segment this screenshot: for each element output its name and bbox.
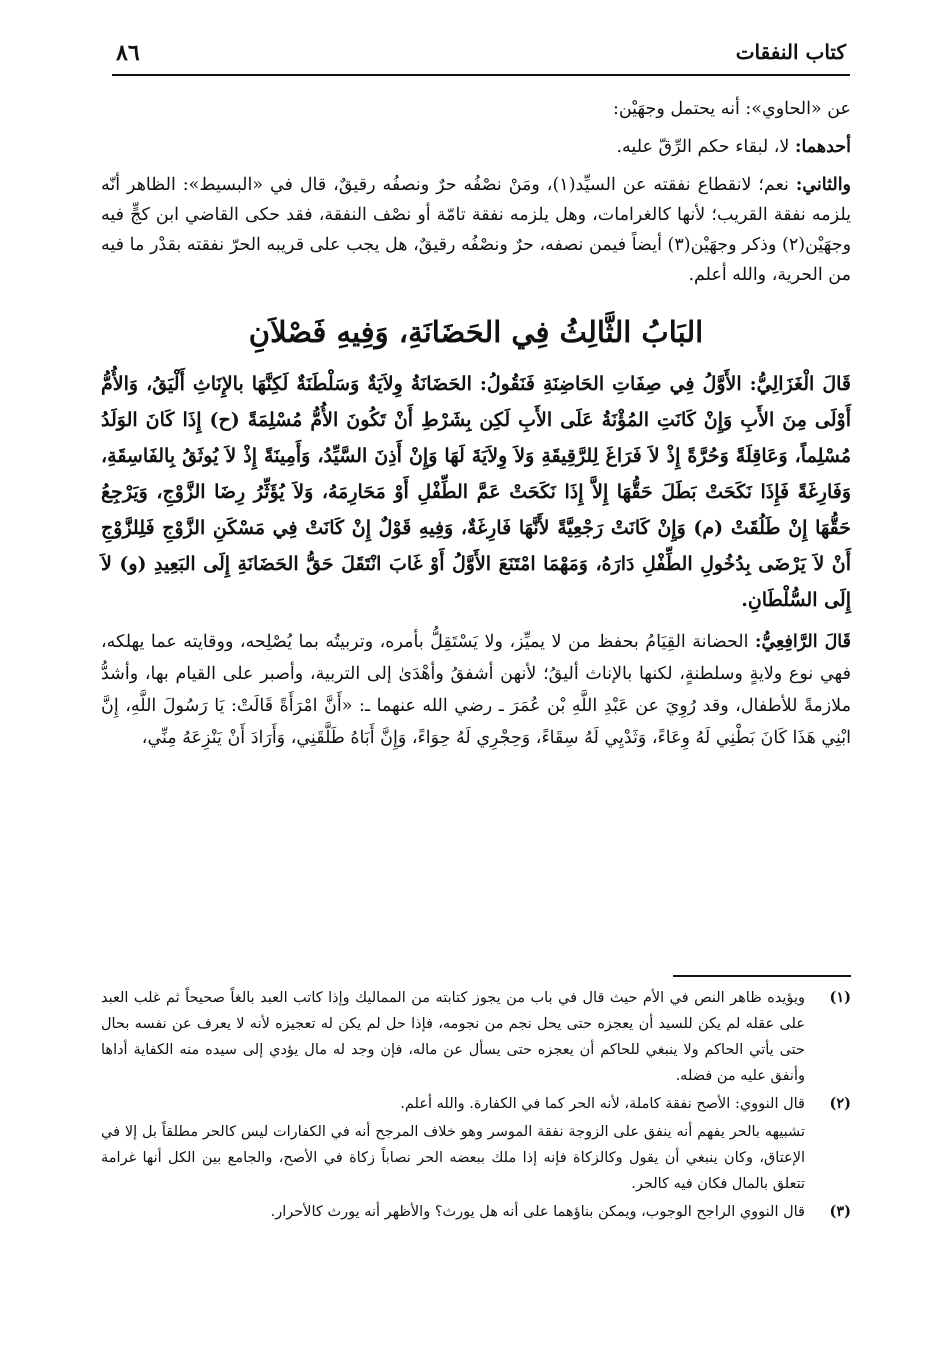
footnote-text: ويؤيده ظاهر النص في الأم حيث قال في باب من يجوز كتابته من المماليك وإذا كاتب العبد بالغاً صحيحاً ثم غلب العبد على عقله لم يكن للسيد أن يعجزه حتى يحل نجم من نجومه، فإذا حل لم يكن له تعجيزه لأنه لا يعرف عن نفسه بحال حتى يأتي الحاكم ولا ينبغي للحاكم أن يعجزه حتى يسأل عن ماله، فإن وجد له مال يؤدي إلى سيده منه الكفاية أداها وأنفق عليه من فضله.: [101, 990, 805, 1084]
ghazali-lead: قَالَ الْغَزَالِيُّ:: [749, 373, 851, 395]
rafii-paragraph: [101, 626, 851, 754]
footnote-3: [101, 1199, 851, 1225]
first-view-paragraph: [101, 132, 851, 162]
chapter-title: البَابُ الثَّالِثُ فِي الحَضَانَةِ، وَفِيهِ فَصْلاَنِ: [248, 315, 704, 349]
footnote-separator: [673, 975, 851, 977]
footnote-2-continuation: تشبيهه بالحر يفهم أنه ينفق على الزوجة نفقة الموسر وهو خلاف المرجح أنه في الكفارات ليس كالحر مطلقاً بل إلا في الإعتاق، وكان ينبغي أن يقول وكالزكاة فإنه إذا ملك ببعضه الحر نصاباً زكاة في الأصح، والجامع بين الكل أنها غرامة تتعلق بالمال فكان فيه كالحر.: [101, 1124, 805, 1192]
ghazali-text: الأَوَّلُ فِي صِفَاتِ الحَاضِنَةِ فَنَقُولُ: الحَضَانَةُ وِلاَيَةٌ وَسَلْطَنَةٌ لَكِنَّهَا بالإِنَاثِ أَلْيَقُ، وَالأُمُّ أَوْلَى مِنَ الأَبِ وَإِنْ كَانَتِ المُؤْنَةُ عَلَى الأَبِ لَكِن بِشَرْطِ أَنْ تَكُونَ الأُمُّ مُسْلِمَةً (ح) إِذَا كَانَ الوَلَدُ مُسْلِماً، وَعَاقِلَةً وَحُرَّةً إِذْ لاَ فَرَاغَ لِلرَّقِيقَةِ وَلاَ وِلاَيَةَ لَهَا وَإِنْ أَذِنَ السَّيِّدُ، وَأَمِينَةً إِذْ لاَ يُوثَقُ بِالفَاسِقَةِ، وَفَارِغَةً فَإِذَا نَكَحَتْ بَطَلَ حَقُّهَا إِلاَّ إِذَا نَكَحَتْ عَمَّ الطِّفْلِ أَوْ مَحَارِمَهُ، وَلاَ يُؤَثِّرُ رِضَا الزَّوْجِ، وَيَرْجِعُ حَقُّهَا إِنْ طَلُقَتْ (م) وَإِنْ كَانَتْ رَجْعِيَّةً لأَنَّهَا فَارِغَةٌ، وَفِيهِ قَوْلٌ إِنْ كَانَتْ فِي مَسْكَنِ الزَّوْجِ فَلِلزَّوْجِ أَنْ لاَ يَرْضَى بِدُخُولِ الطِّفْلِ دَارَهُ، وَمَهْمَا امْتَنَعَ الأَوَّلُ أَوْ غَابَ انْتَقَلَ حَقُّ الحَضَانَةِ إِلَى البَعِيدِ (و) لاَ إِلَى السُّلْطَانِ.: [101, 373, 851, 611]
first-view-text: لا، لبقاء حكم الرِّقّ عليه.: [616, 137, 795, 157]
main-text: [101, 94, 851, 762]
running-header: [112, 38, 850, 76]
footnote-number: (٢): [829, 1095, 851, 1112]
footnote-2: [101, 1091, 851, 1117]
footnotes: [101, 985, 851, 1227]
footnote-number: (٣): [829, 1203, 851, 1220]
header-title: كتاب النفقات: [735, 40, 846, 64]
footnote-text: قال النووي الراجح الوجوب، ويمكن بناؤهما على أنه هل يورث؟ والأظهر أنه يورث كالأحرار.: [270, 1204, 805, 1220]
rafii-lead: قَالَ الرَّافِعِيُّ:: [755, 632, 851, 652]
footnote-1: [101, 985, 851, 1089]
intro-paragraph: عن «الحاوي»: أنه يحتمل وجهَيْن:: [612, 99, 851, 119]
ghazali-paragraph: [101, 366, 851, 618]
second-view-lead: والثاني:: [795, 175, 852, 195]
footnote-number: (١): [829, 989, 851, 1006]
page-number: ٨٦: [116, 40, 140, 66]
footnote-text: قال النووي: الأصح نفقة كاملة، لأنه الحر كما في الكفارة. والله أعلم.: [400, 1096, 805, 1112]
second-view-text: نعم؛ لانقطاع نفقته عن السيِّد(١)، ومَنْ نصْفُه حرٌ ونصفُه رقيقٌ، قال في «البسيط»: الظاهر أنّه يلزمه نفقة القريب؛ لأنها كالغرامات، وهل يلزمه نفقة تامّة أو نصْف النفقة، فقد حكى القاضي ابن كجٍّ فيه وجهَيْن(٢) وذكر وجهَيْن(٣) أيضاً فيمن نصفه، حرٌ ونصْفُه رقيقٌ، هل يجب على قريبه الحرّ نفقته بقدْر ما فيه من الحرية، والله أعلم.: [101, 175, 852, 285]
rafii-text: الحضانة القِيَامُ بحفظ من لا يميِّز، ولا يَسْتَقِلُّ بأمره، وتربيتُه بما يُصْلِحه، ووقايته عما يهلكه، فهي نوع ولايةٍ وسلطنةٍ، لكنها بالإناث أليقُ؛ لأنهن أشفقُ وأهْدَىٰ إلى التربية، وأصبر على القيام بها، وأشدُّ ملازمةً للأطفال، وقد رُوِيَ عن عَبْدِ اللَّهِ بْن عُمَرَ ـ رضي الله عنهما ـ: «أَنَّ امْرَأَةً قَالَتْ: يَا رَسُولَ اللَّهِ، إِنَّ ابْنِي هَذَا كَانَ بَطْنِي لَهُ وِعَاءً، وَثَدْيِي لَهُ سِقَاءً، وَحِجْرِي لَهُ حِوَاءً، وَإِنَّ أَبَاهُ طَلَّقَنِي، وَأَرَادَ أَنْ يَنْزِعَهُ مِنِّي،: [101, 632, 851, 748]
first-view-lead: أحدهما:: [794, 137, 851, 157]
second-view-paragraph: [101, 170, 851, 290]
